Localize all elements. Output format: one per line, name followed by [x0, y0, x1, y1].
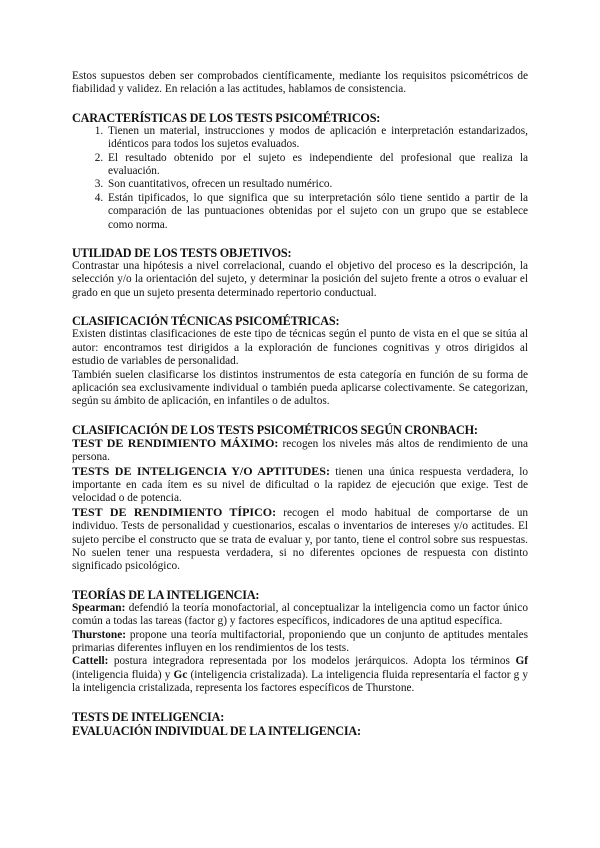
- cronbach-item-rendimiento-tipico: [72, 506, 528, 574]
- document-body: [72, 70, 528, 738]
- teorias-section: [72, 588, 528, 696]
- clasificacion-paragraph-1: Existen distintas clasificaciones de este tipo de técnicas según el punto de vista en el que se sitúa al autor: encontramos test dirigidos a la exploración de funciones cognitivas y otros dirigidos al estudio de variables de personalidad.: [72, 328, 528, 368]
- utilidad-section: [72, 246, 528, 300]
- clasificacion-paragraph-2: También suelen clasificarse los distintos instrumentos de esta categoría en función de su forma de aplicación sea exclusivamente individual o también pueda aplicarse colectivamente. Se categorizan, según su ámbito de aplicación, en infantiles o de adultos.: [72, 368, 528, 408]
- cronbach-heading: CLASIFICACIÓN DE LOS TESTS PSICOMÉTRICOS SEGÚN CRONBACH:: [72, 422, 478, 437]
- list-item: 2. El resultado obtenido por el sujeto es independiente del profesional que realiza la evaluación.: [106, 152, 528, 179]
- thurstone-name: Thurstone:: [72, 628, 126, 641]
- thurstone-text: propone una teoría multifactorial, proponiendo que un conjunto de aptitudes mentales primarias diferentes influyen en los rendimientos de los tests.: [72, 628, 528, 654]
- gc-term: Gc: [173, 668, 188, 681]
- cronbach-item-inteligencia: [72, 465, 528, 506]
- list-item: 1. Tienen un material, instrucciones y modos de aplicación e interpretación estandarizados, idénticos para todos los sujetos evaluados.: [106, 125, 528, 152]
- cattell-paragraph: [72, 655, 528, 695]
- clasificacion-tecnicas-heading: CLASIFICACIÓN TÉCNICAS PSICOMÉTRICAS:: [72, 314, 340, 329]
- term-label: TESTS DE INTELIGENCIA Y/O APTITUDES:: [72, 463, 330, 478]
- teorias-heading: TEORÍAS DE LA INTELIGENCIA:: [72, 587, 260, 602]
- intro-paragraph: Estos supuestos deben ser comprobados científicamente, mediante los requisitos psicométricos de fiabilidad y validez. En relación a las actitudes, hablamos de consistencia.: [72, 70, 528, 96]
- evaluacion-individual-heading: EVALUACIÓN INDIVIDUAL DE LA INTELIGENCIA:: [72, 723, 361, 738]
- caracteristicas-section: [72, 111, 528, 232]
- clasificacion-tecnicas-section: [72, 314, 528, 408]
- cattell-name: Cattell:: [72, 655, 109, 668]
- caracteristicas-list: [72, 125, 528, 232]
- cronbach-item-rendimiento-maximo: [72, 437, 528, 465]
- tests-inteligencia-heading: TESTS DE INTELIGENCIA:: [72, 709, 225, 724]
- spearman-paragraph: [72, 602, 528, 629]
- utilidad-paragraph: Contrastar una hipótesis a nivel correlacional, cuando el objetivo del proceso es la descripción, la selección y/o la orientación del sujeto, y determinar la posición del sujeto frente a otros o evaluar el grado en que un sujeto presenta determinado repertorio conductual.: [72, 260, 528, 299]
- spearman-name: Spearman:: [72, 601, 126, 614]
- caracteristicas-heading: CARACTERÍSTICAS DE LOS TESTS PSICOMÉTRICOS:: [72, 110, 381, 125]
- tests-inteligencia-section: [72, 710, 528, 738]
- term-label: TEST DE RENDIMIENTO TÍPICO:: [72, 504, 277, 519]
- thurstone-paragraph: [72, 629, 528, 656]
- gf-term: Gf: [515, 655, 528, 668]
- list-item: 3. Son cuantitativos, ofrecen un resultado numérico.: [106, 178, 528, 191]
- term-description: tienen una única respuesta verdadera, lo importante en cada ítem es su nivel de dificultad o la rapidez de ejecución que exige. Test de velocidad o de potencia.: [72, 465, 528, 505]
- spearman-text: defendió la teoría monofactorial, al conceptualizar la inteligencia como un factor único común a todas las tareas (factor g) y factores específicos, indicadores de una aptitud específica.: [72, 601, 528, 628]
- term-description: recogen el modo habitual de comportarse de un individuo. Tests de personalidad y cuestionarios, escalas o inventarios de intereses y/o actitudes. El sujeto percibe el constructo que se trata de evaluar y, por tanto, tiene el control sobre sus respuestas. No suelen tener una respuesta verdadera, si no diferentes opciones de respuesta con distinto significado psicológico.: [72, 506, 528, 573]
- term-label: TEST DE RENDIMIENTO MÁXIMO:: [72, 435, 279, 450]
- cattell-text-3: (inteligencia cristalizada). La inteligencia fluida representaría el factor g y la inteligencia cristalizada, representa los factores específicos de Thurstone.: [72, 668, 528, 695]
- cattell-text-2: (inteligencia fluida) y: [72, 668, 174, 681]
- list-item: 4. Están tipificados, lo que significa que su interpretación sólo tiene sentido a partir de la comparación de las puntuaciones obtenidas por el sujeto con un grupo que se establece como norma.: [106, 192, 528, 232]
- cronbach-section: [72, 423, 528, 574]
- term-description: recogen los niveles más altos de rendimiento de una persona.: [72, 437, 528, 464]
- utilidad-heading: UTILIDAD DE LOS TESTS OBJETIVOS:: [72, 246, 292, 261]
- cattell-text-1: postura integradora representada por los modelos jerárquicos. Adopta los términos: [108, 655, 516, 668]
